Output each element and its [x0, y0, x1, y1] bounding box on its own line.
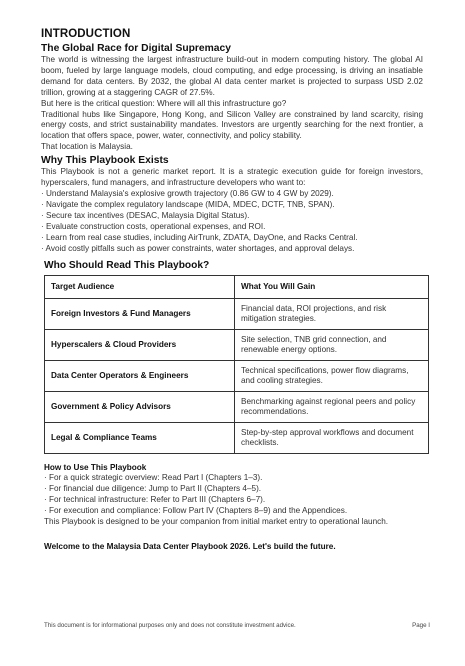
table-cell-audience: Legal & Compliance Teams — [45, 423, 235, 454]
table-cell-gain: Step-by-step approval workflows and document checklists. — [235, 423, 429, 454]
table-header-gain: What You Will Gain — [235, 276, 429, 299]
table-cell-gain: Financial data, ROI projections, and risk mitigation strategies. — [235, 299, 429, 330]
table-cell-audience: Foreign Investors & Fund Managers — [45, 299, 235, 330]
how-to-use-heading: How to Use This Playbook — [44, 463, 147, 473]
table-row — [45, 392, 429, 423]
table-cell-gain: Site selection, TNB grid connection, and renewable energy options. — [235, 330, 429, 361]
why-bullet-item: · Understand Malaysia's explosive growth trajectory (0.86 GW to 4 GW by 2029). — [41, 188, 334, 198]
table-cell-audience: Hyperscalers & Cloud Providers — [45, 330, 235, 361]
why-bullet-item: · Evaluate construction costs, operational expenses, and ROI. — [41, 221, 266, 231]
how-to-use-item: · For technical infrastructure: Refer to Part III (Chapters 6–7). — [44, 495, 266, 505]
audience-table — [44, 275, 429, 454]
how-to-use-item: · For execution and compliance: Follow Part IV (Chapters 8–9) and the Appendices. — [44, 506, 348, 516]
how-to-use-item: · For financial due diligence: Jump to Part II (Chapters 4–5). — [44, 484, 262, 494]
subheading-why-playbook: Why This Playbook Exists — [41, 155, 169, 167]
how-to-use-item: · For a quick strategic overview: Read Part I (Chapters 1–3). — [44, 473, 263, 483]
intro-paragraph-2: But here is the critical question: Where will all this infrastructure go? — [41, 98, 287, 108]
table-row — [45, 330, 429, 361]
page-content — [41, 28, 423, 552]
subheading-global-race: The Global Race for Digital Supremacy — [41, 43, 231, 54]
why-bullet-item: · Avoid costly pitfalls such as power constraints, water shortages, and approval delays. — [41, 243, 355, 253]
footer-disclaimer: This document is for informational purposes only and does not constitute investment advice. — [44, 622, 296, 629]
intro-paragraph-3: Traditional hubs like Singapore, Hong Kong, and Silicon Valley are constrained by land scarcity, rising energy costs, and strict sustainability mandates. Investors are urgently searching for the next frontier, a location that offers space, power, water, connectivity, and policy stability. — [41, 109, 423, 141]
intro-paragraph-4: That location is Malaysia. — [41, 142, 133, 152]
how-to-use-closing: This Playbook is designed to be your companion from initial market entry to operational launch. — [44, 517, 389, 527]
section-heading-introduction: INTRODUCTION — [41, 28, 131, 40]
why-bullet-item: · Navigate the complex regulatory landscape (MIDA, MDEC, DCTF, TNB, SPAN). — [41, 199, 335, 209]
welcome-statement: Welcome to the Malaysia Data Center Playbook 2026. Let's build the future. — [44, 541, 336, 551]
table-header-audience: Target Audience — [45, 276, 235, 299]
why-bullet-list — [41, 189, 423, 254]
why-paragraph: This Playbook is not a generic market report. It is a strategic execution guide for foreign investors, hyperscalers, fund managers, and infrastructure developers who want to: — [41, 167, 423, 188]
why-bullet-item: · Secure tax incentives (DESAC, Malaysia Digital Status). — [41, 210, 250, 220]
table-cell-audience: Government & Policy Advisors — [45, 392, 235, 423]
table-cell-gain: Benchmarking against regional peers and policy recommendations. — [235, 392, 429, 423]
table-row — [45, 423, 429, 454]
table-row — [45, 299, 429, 330]
intro-paragraph-1: The world is witnessing the largest infrastructure build-out in modern computing history. The global AI boom, fueled by large language models, cloud computing, and edge processing, is driving an insatiable demand for data centers. By 2032, the global AI data center market is projected to surpass USD 2.02 trillion, growing at a staggering CAGR of 27.5%. — [41, 55, 423, 97]
table-header-row — [45, 276, 429, 299]
how-to-use-section — [44, 462, 423, 528]
table-cell-audience: Data Center Operators & Engineers — [45, 361, 235, 392]
why-bullet-item: · Learn from real case studies, including AirTrunk, ZDATA, DayOne, and Racks Central. — [41, 232, 358, 242]
page-footer — [44, 622, 430, 634]
page-number: Page I — [412, 622, 430, 629]
subheading-who-should-read: Who Should Read This Playbook? — [44, 260, 210, 272]
table-row — [45, 361, 429, 392]
how-to-use-list — [44, 473, 423, 517]
table-cell-gain: Technical specifications, power flow diagrams, and cooling strategies. — [235, 361, 429, 392]
